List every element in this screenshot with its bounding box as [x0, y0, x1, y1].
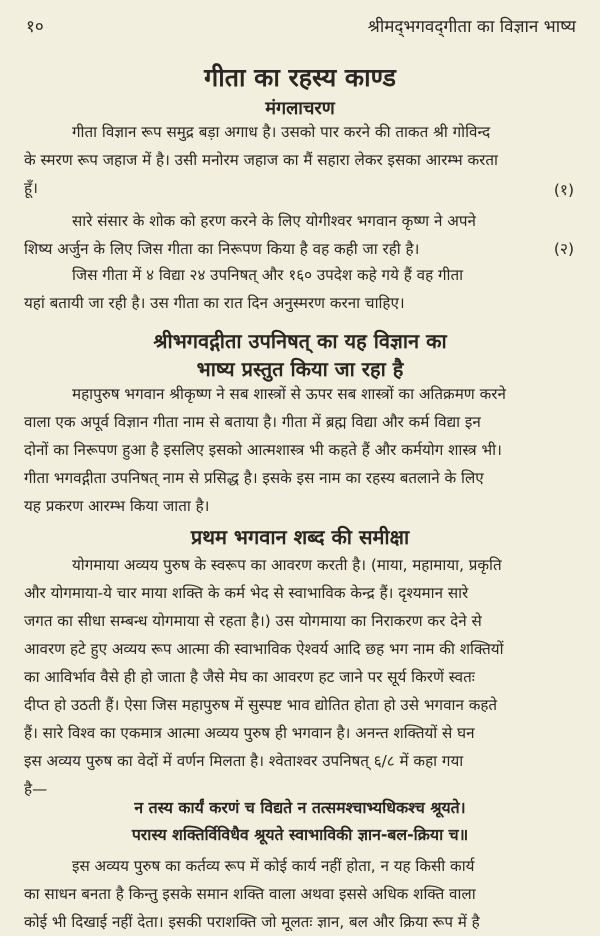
verse-number-1: (१): [553, 181, 574, 199]
text-line: जगत का सीधा सम्बन्ध योगमाया से रहता है।) उस योगमाया का निराकरण कर देने से: [24, 612, 482, 630]
text-line: दीप्त हो उठती हैं। ऐसा जिस महापुरुष में सुस्पष्ट भाव द्योतित होता हो उसे भगवान कहते: [24, 696, 498, 714]
text-line: यहां बतायी जा रही है। उस गीता का रात दिन अनुस्मरण करना चाहिए।: [24, 294, 405, 312]
text-line: के स्मरण रूप जहाज में है। उसी मनोरम जहाज का मैं सहारा लेकर इसका आरम्भ करता: [24, 151, 498, 169]
verse-number-2: (२): [553, 240, 574, 258]
verse-line: परास्य शक्तिर्विविधैव श्रूयते स्वाभाविकी ज्ञान-बल-क्रिया च॥: [131, 825, 469, 844]
section-heading-bhashya: [0, 327, 600, 383]
mangalacharan-paragraph-2: [24, 207, 579, 263]
running-header-title: श्रीमद्‌भगवद्‌गीता का विज्ञान भाष्य: [367, 17, 576, 37]
text-line: गीता भगवद्गीता उपनिषत्‌ नाम से प्रसिद्ध है। इसके इस नाम का रहस्य बतलाने के लिए: [24, 469, 484, 487]
text-line: महापुरुष भगवान श्रीकृष्ण ने सब शास्त्रों से ऊपर सब शास्त्रों का अतिक्रमण करने: [72, 385, 506, 403]
chapter-title: गीता का रहस्य काण्ड: [204, 63, 396, 92]
verse-line: न तस्य कार्यं करणं च विद्यते न तत्समश्चाभ्यधिकश्च श्रूयते।: [134, 798, 466, 817]
heading-line: श्रीभगवद्गीता उपनिषत्‌ का यह विज्ञान का: [153, 329, 447, 353]
text-line: यह प्रकरण आरम्भ किया जाता है।: [24, 497, 210, 515]
section2-paragraph-after-verse: [24, 852, 579, 936]
text-line: इस अव्यय पुरुष का वेदों में वर्णन मिलता है। श्वेताश्वर उपनिषत्‌ ६/८ में कहा गया: [24, 752, 464, 770]
mangalacharan-paragraph-1: [24, 118, 579, 202]
section-heading-bhagwan: प्रथम भगवान शब्द की समीक्षा: [190, 525, 410, 549]
text-line: इस अव्यय पुरुष का कर्तव्य रूप में कोई कार्य नहीं होता, न यह किसी कार्य: [72, 857, 475, 875]
text-line: का साधन बनता है किन्तु इसके समान शक्ति वाला अथवा इससे अधिक शक्ति वाला: [24, 885, 476, 903]
mangalacharan-paragraph-3: [24, 261, 579, 317]
mangalacharan-heading: मंगलाचरण: [265, 98, 335, 119]
heading-line: भाष्य प्रस्तुत किया जा रहा है: [196, 357, 404, 381]
section2-paragraph: [24, 551, 579, 803]
text-line: जिस गीता में ४ विद्या २४ उपनिषत्‌ और १६० उपदेश कहे गये हैं वह गीता: [72, 266, 464, 284]
text-line: आवरण हटे हुए अव्यय रूप आत्मा की स्वाभाविक ऐश्वर्य आदि छह भग नाम की शक्तियों: [24, 640, 504, 658]
text-line: गीता विज्ञान रूप समुद्र बड़ा अगाध है। उसको पार करने की ताकत श्री गोविन्द: [72, 123, 491, 141]
section1-paragraph: [24, 380, 579, 520]
sanskrit-verse: [0, 794, 600, 848]
text-line: हैं। सारे विश्व का एकमात्र आत्मा अव्यय पुरुष ही भगवान है। अनन्त शक्तियों से घन: [24, 724, 475, 742]
text-line: कोई भी दिखाई नहीं देता। इसकी पराशक्ति जो मूलतः ज्ञान, बल और क्रिया रूप में है: [24, 913, 480, 931]
text-line: शिष्य अर्जुन के लिए जिस गीता का निरूपण किया है वह कही जा रही है।: [24, 240, 420, 258]
text-line: है—: [24, 780, 48, 798]
text-line: योगमाया अव्यय पुरुष के स्वरूप का आवरण करती है। (माया, महामाया, प्रकृति: [72, 556, 502, 574]
text-line: सारे संसार के शोक को हरण करने के लिए योगीश्वर भगवान कृष्ण ने अपने: [72, 212, 476, 230]
text-line: हूँ।: [24, 179, 38, 197]
text-line: और योगमाया-ये चार माया शक्ति के कर्म भेद से स्वाभाविक केन्द्र हैं। दृश्यमान सारे: [24, 584, 469, 602]
page-number: १०: [26, 17, 44, 37]
text-line: का आविर्भाव वैसे ही हो जाता है जैसे मेघ का आवरण हट जाने पर सूर्य किरणें स्वतः: [24, 668, 475, 686]
text-line: वाला एक अपूर्व विज्ञान गीता नाम से बताया है। गीता में ब्रह्म विद्या और कर्म विद्या इन: [24, 413, 481, 431]
text-line: दोनों का निरूपण हुआ है इसलिए इसको आत्मशास्त्र भी कहते हैं और कर्मयोग शास्त्र भी।: [24, 441, 502, 459]
